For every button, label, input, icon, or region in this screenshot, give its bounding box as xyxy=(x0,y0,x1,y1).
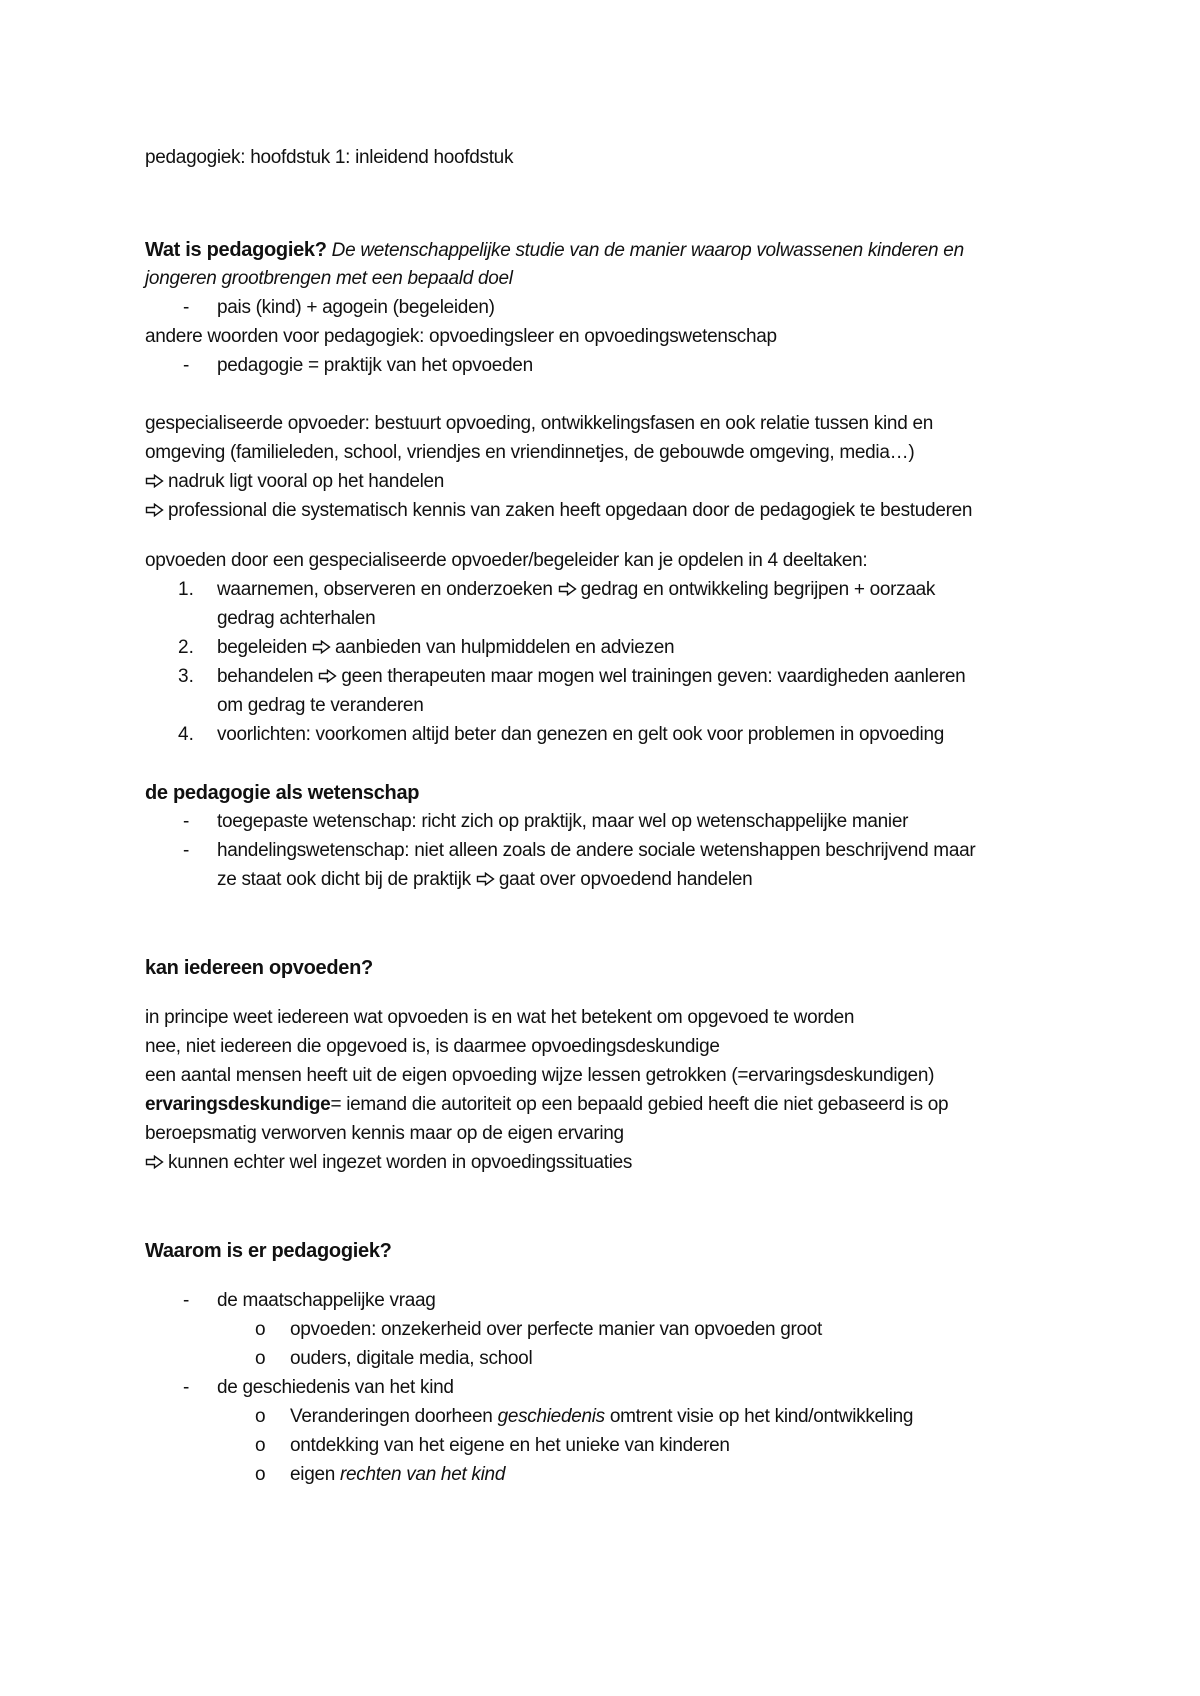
sub-item: Veranderingen doorheen geschiedenis omtrent visie op het kind/ontwikkeling xyxy=(290,1406,914,1427)
sub-item: opvoeden: onzekerheid over perfecte manier van opvoeden groot xyxy=(290,1319,823,1340)
list-number: 4. xyxy=(178,724,194,745)
document-title: pedagogiek: hoofdstuk 1: inleidend hoofdstuk xyxy=(145,147,514,168)
arrow-right-icon xyxy=(145,1155,164,1169)
task-3-continued: om gedrag te veranderen xyxy=(217,695,424,716)
heading-what-is-pedagogiek: Wat is pedagogiek? xyxy=(145,239,327,261)
arrow-line xyxy=(145,500,972,522)
etymology-item: pais (kind) + agogein (begeleiden) xyxy=(217,297,495,318)
arrow-right-icon xyxy=(558,582,577,596)
arrow-line xyxy=(145,1152,632,1174)
dash-bullet: - xyxy=(183,840,190,861)
heading-pedagogie-wetenschap: de pedagogie als wetenschap xyxy=(145,782,420,804)
action-science-continued: ze staat ook dicht bij de praktijk gaat over opvoedend handelen xyxy=(217,869,753,890)
arrow-text: nadruk ligt vooral op het handelen xyxy=(168,471,445,492)
list-number: 2. xyxy=(178,637,194,658)
arrow-text: professional die systematisch kennis van zaken heeft opgedaan door de pedagogiek te bestuderen xyxy=(168,500,973,521)
tasks-intro: opvoeden door een gespecialiseerde opvoeder/begeleider kan je opdelen in 4 deeltaken: xyxy=(145,550,868,571)
pedagogie-item: pedagogie = praktijk van het opvoeden xyxy=(217,355,533,376)
specialist-line-2: omgeving (familieleden, school, vriendjes en vriendinnetjes, de gebouwde omgeving, media…) xyxy=(145,442,915,463)
arrow-right-icon xyxy=(145,503,164,517)
dash-bullet: - xyxy=(183,1377,190,1398)
circle-bullet: o xyxy=(255,1319,266,1340)
dash-bullet: - xyxy=(183,297,190,318)
definition-line-1: De wetenschappelijke studie van de manier waarop volwassenen kinderen en xyxy=(331,240,964,261)
term-ervaringsdeskundige: ervaringsdeskundige xyxy=(145,1094,331,1115)
circle-bullet: o xyxy=(255,1464,266,1485)
heading-waarom: Waarom is er pedagogiek? xyxy=(145,1240,392,1262)
section-what-is xyxy=(145,239,964,262)
arrow-right-icon xyxy=(318,669,337,683)
specialist-line-1: gespecialiseerde opvoeder: bestuurt opvoeding, ontwikkelingsfasen en ook relatie tussen kind en xyxy=(145,413,933,434)
arrow-right-icon xyxy=(312,640,331,654)
arrow-text: kunnen echter wel ingezet worden in opvoedingssituaties xyxy=(168,1152,633,1173)
societal-question-item: de maatschappelijke vraag xyxy=(217,1290,436,1311)
task-2: begeleiden aanbieden van hulpmiddelen en adviezen xyxy=(217,637,675,658)
arrow-right-icon xyxy=(476,872,495,886)
sub-item: ouders, digitale media, school xyxy=(290,1348,533,1369)
action-science-item: handelingswetenschap: niet alleen zoals de andere sociale wetenshappen beschrijvend maar xyxy=(217,840,976,861)
dash-bullet: - xyxy=(183,1290,190,1311)
definition-continued: beroepsmatig verworven kennis maar op de eigen ervaring xyxy=(145,1123,624,1144)
other-words-line: andere woorden voor pedagogiek: opvoedingsleer en opvoedingswetenschap xyxy=(145,326,777,347)
list-number: 3. xyxy=(178,666,194,687)
list-number: 1. xyxy=(178,579,194,600)
task-1: waarnemen, observeren en onderzoeken gedrag en ontwikkeling begrijpen + oorzaak xyxy=(217,579,936,600)
not-everyone-line: nee, niet iedereen die opgevoed is, is daarmee opvoedingsdeskundige xyxy=(145,1036,720,1057)
task-1-continued: gedrag achterhalen xyxy=(217,608,376,629)
definition-line-2: jongeren grootbrengen met een bepaald doel xyxy=(145,268,513,289)
task-3: behandelen geen therapeuten maar mogen wel trainingen geven: vaardigheden aanleren xyxy=(217,666,966,687)
applied-science-item: toegepaste wetenschap: richt zich op praktijk, maar wel op wetenschappelijke manier xyxy=(217,811,909,832)
arrow-right-icon xyxy=(145,474,164,488)
dash-bullet: - xyxy=(183,811,190,832)
definition-ervaringsdeskundige: ervaringsdeskundige= iemand die autoriteit op een bepaald gebied heeft die niet gebaseerd is op xyxy=(145,1094,949,1115)
dash-bullet: - xyxy=(183,355,190,376)
circle-bullet: o xyxy=(255,1406,266,1427)
arrow-line xyxy=(145,471,444,493)
task-4: voorlichten: voorkomen altijd beter dan genezen en gelt ook voor problemen in opvoeding xyxy=(217,724,944,745)
circle-bullet: o xyxy=(255,1435,266,1456)
principle-line: in principe weet iedereen wat opvoeden is en wat het betekent om opgevoed te worden xyxy=(145,1007,855,1028)
sub-item: eigen rechten van het kind xyxy=(290,1464,506,1485)
heading-kan-iedereen: kan iedereen opvoeden? xyxy=(145,957,373,979)
circle-bullet: o xyxy=(255,1348,266,1369)
history-item: de geschiedenis van het kind xyxy=(217,1377,454,1398)
experience-line: een aantal mensen heeft uit de eigen opvoeding wijze lessen getrokken (=ervaringsdeskundigen) xyxy=(145,1065,935,1086)
sub-item: ontdekking van het eigene en het unieke van kinderen xyxy=(290,1435,730,1456)
